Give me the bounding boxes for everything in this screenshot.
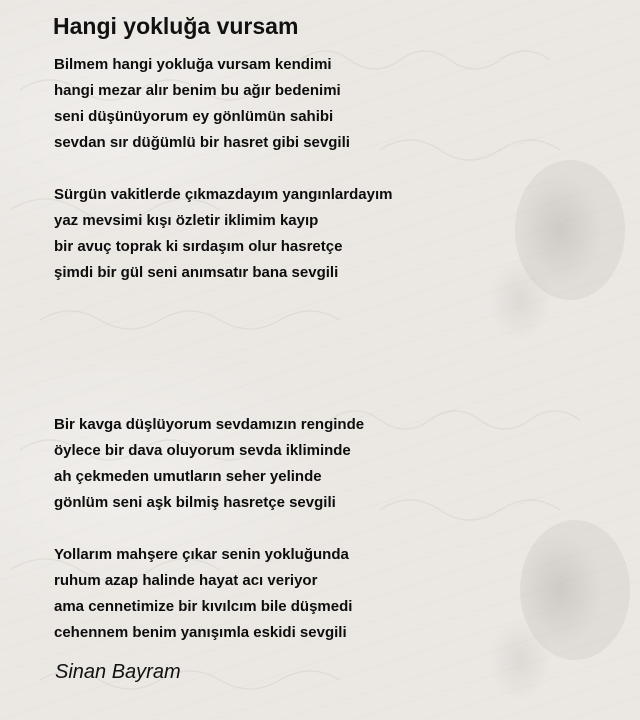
poem-line: ruhum azap halinde hayat acı veriyor: [54, 572, 318, 589]
poem-line: Yollarım mahşere çıkar senin yokluğunda: [54, 546, 349, 563]
poem-line: Bir kavga düşlüyorum sevdamızın renginde: [54, 416, 365, 433]
poem-line: seni düşünüyorum ey gönlümün sahibi: [54, 108, 334, 125]
poem-line: bir avuç toprak ki sırdaşım olur hasretçe: [54, 238, 343, 255]
poem-line: ama cennetimize bir kıvılcım bile düşmedi: [54, 598, 353, 615]
poem-line: ah çekmeden umutların seher yelinde: [54, 468, 322, 485]
stanza-2: [54, 182, 392, 286]
poem-line: gönlüm seni aşk bilmiş hasretçe sevgili: [54, 494, 336, 511]
poem-line: Sürgün vakitlerde çıkmazdayım yangınlardayım: [54, 186, 393, 203]
poem-line: şimdi bir gül seni anımsatır bana sevgili: [54, 264, 339, 281]
poem-line: hangi mezar alır benim bu ağır bedenimi: [54, 82, 341, 99]
poem-line: cehennem benim yanışımla eskidi sevgili: [54, 624, 347, 641]
stanza-3: [54, 412, 364, 516]
poem-title: Hangi yokluğa vursam: [53, 13, 299, 39]
poem-author: Sinan Bayram: [55, 661, 181, 683]
stanza-1: [54, 52, 350, 156]
poem-line: sevdan sır düğümlü bir hasret gibi sevgili: [54, 134, 350, 151]
poem-line: Bilmem hangi yokluğa vursam kendimi: [54, 56, 332, 73]
stanza-4: [54, 542, 352, 646]
poem-line: öylece bir dava oluyorum sevda ikliminde: [54, 442, 351, 459]
poem-line: yaz mevsimi kışı özletir iklimim kayıp: [54, 212, 319, 229]
